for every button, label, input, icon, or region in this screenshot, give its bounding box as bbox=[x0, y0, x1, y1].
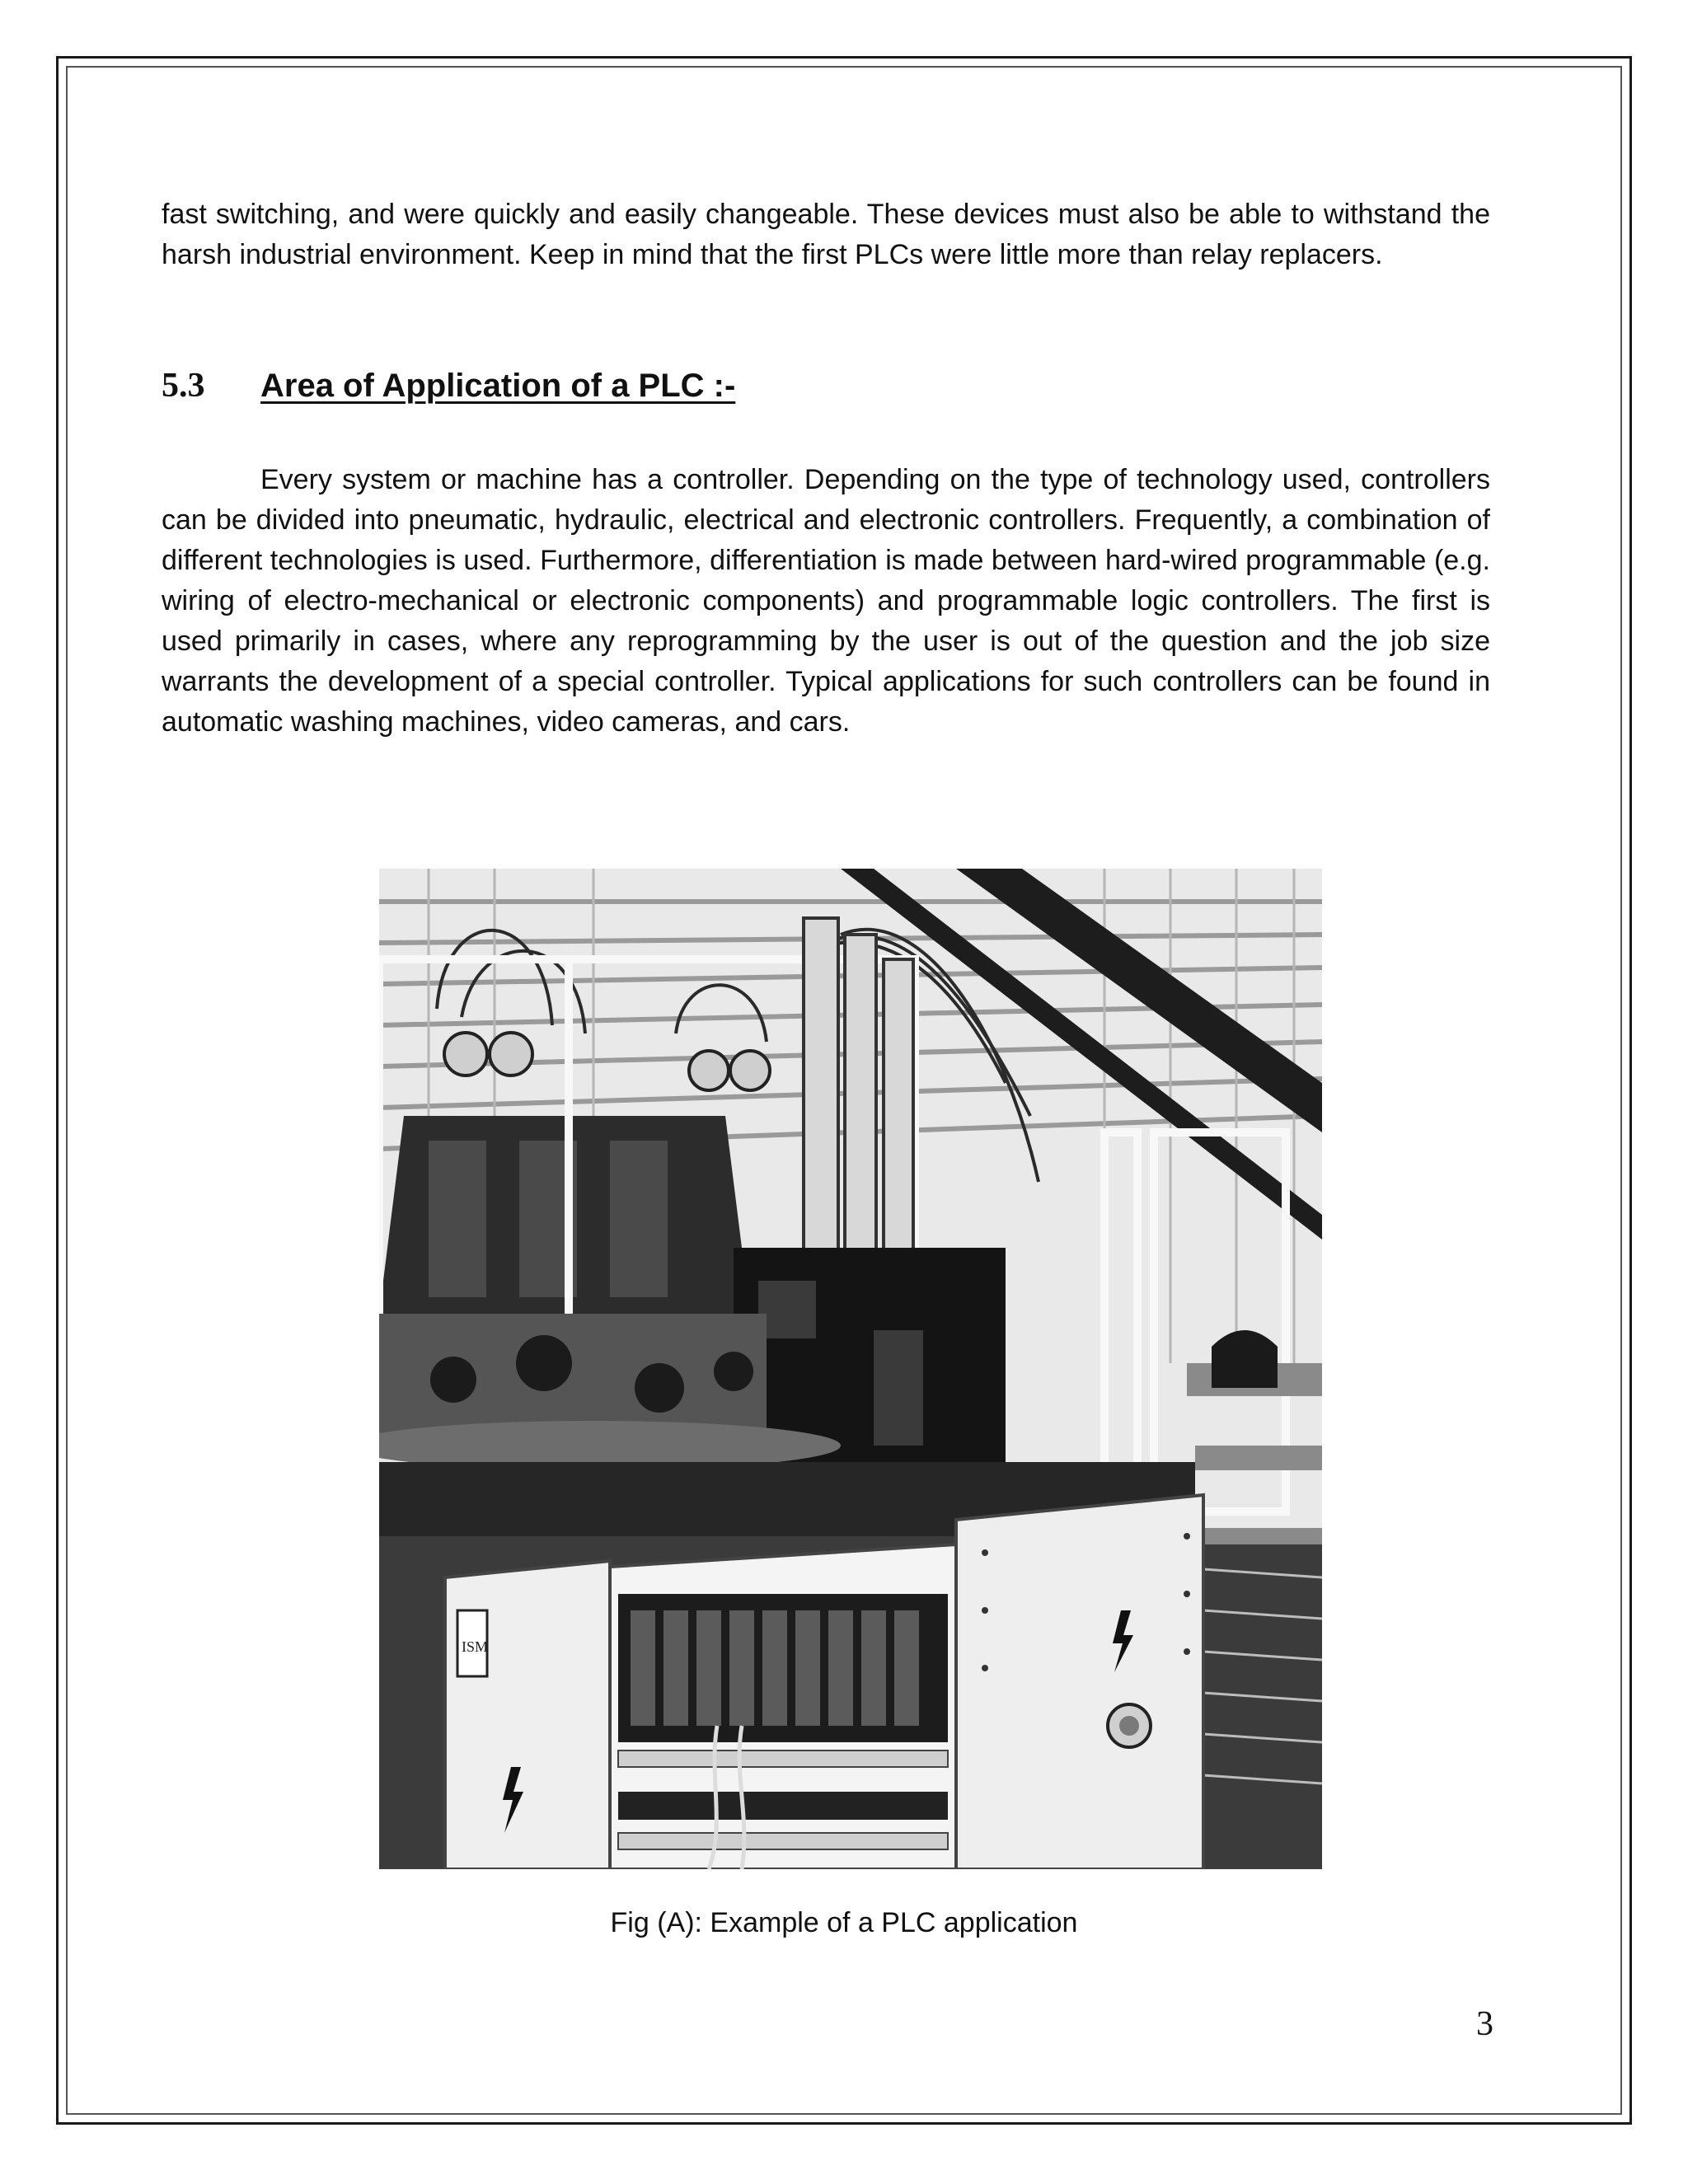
section-title: Area of Application of a PLC :- bbox=[260, 368, 736, 404]
body-paragraph: Every system or machine has a controller. Depending on the type of technology used, controllers can be divided into pneumatic, hydraulic, electrical and electronic controllers. Frequently, a combination of different technologies is used. Furthermore, differentiation is made between hard-wired programmable (e.g. wiring of electro-mechanical or electronic components) and programmable logic controllers. The first is used primarily in cases, where any reprogramming by the user is out of the question and the job size warrants the development of a special controller. Typical applications for such controllers can be found in automatic washing machines, video cameras, and cars. bbox=[162, 464, 1490, 738]
section-number: 5.3 bbox=[162, 367, 205, 405]
intro-paragraph: fast switching, and were quickly and easily changeable. These devices must also be able to withstand the harsh industrial environment. Keep in mind that the first PLCs were little more than relay replacers. bbox=[162, 199, 1490, 270]
page-content bbox=[162, 194, 1490, 743]
page-number: 3 bbox=[1476, 2005, 1493, 2043]
section-heading bbox=[162, 366, 1490, 424]
plc-application-photo bbox=[379, 869, 1322, 1869]
cabinet-label: ISM bbox=[462, 1638, 489, 1655]
figure-caption: Fig (A): Example of a PLC application bbox=[610, 1907, 1078, 1938]
